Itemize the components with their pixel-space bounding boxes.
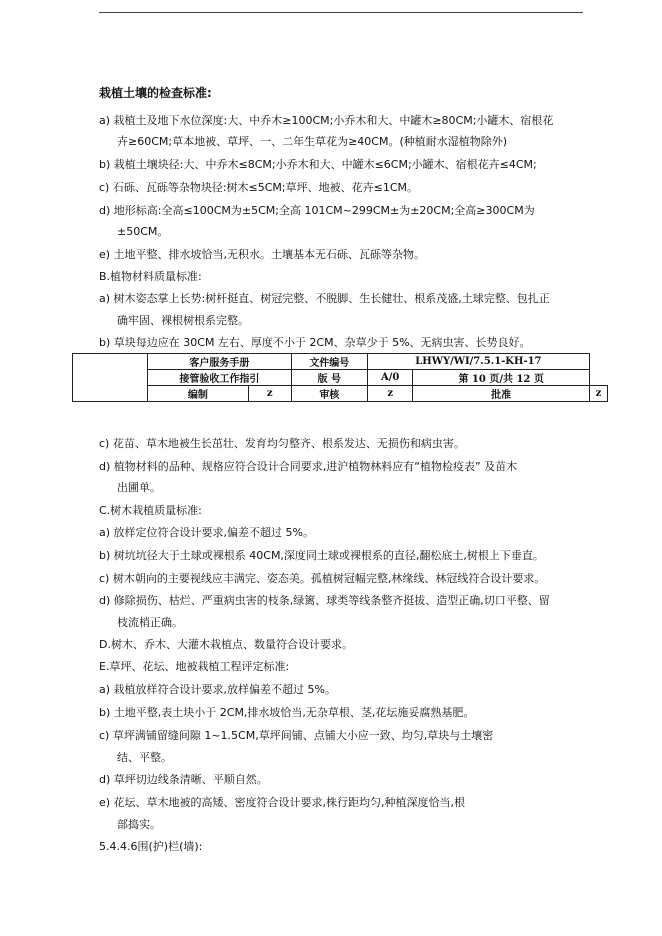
item-c-turf-gap-cont: 结、平整。 xyxy=(117,751,172,764)
item-a-soil-depth-cont: 卉≥60CM;草本地被、草坪、一、二年生草花为≥40CM。(种植耐水湿植物除外) xyxy=(117,135,508,148)
section-d-heading: D.树木、乔木、大灌木栽植点、数量符合设计要求。 xyxy=(99,638,353,651)
header-review-label: 审核 xyxy=(291,386,367,402)
item-e-density-cont: 部捣实。 xyxy=(117,818,161,831)
item-b-soil-clod: b) 栽植土壤块径:大、中乔木≤8CM;小乔木和大、中罐木≤6CM;小罐木、宿根花卉≤4CM; xyxy=(99,158,537,171)
item-d-elevation: d) 地形标高:全高≤100CM为±5CM;全高 101CM~299CM±为±20CM;全高≥300CM为 xyxy=(99,204,535,217)
header-doc-no-label: 文件编号 xyxy=(291,354,367,370)
header-blank-cell xyxy=(73,354,148,402)
header-approve-label: 批准 xyxy=(413,386,589,402)
item-d-plant-spec: d) 植物材料的品种、规格应符合设计合同要求,进沪植物林料应有“植物检疫表” 及苗木 xyxy=(99,460,518,473)
item-a-soil-depth: a) 栽植土及地下水位深度:大、中乔木≥100CM;小乔木和大、中罐木≥80CM;小罐木、宿根花 xyxy=(99,114,554,127)
top-rule xyxy=(99,12,583,13)
header-review: z xyxy=(367,386,413,402)
item-d-plant-spec-cont: 出圃单。 xyxy=(117,481,161,494)
item-c-turf-gap: c) 草坪满铺留缝间隙 1~1.5CM,草坪间铺、点铺大小应一致、均匀,草块与土壤密 xyxy=(99,729,494,742)
item-d-pruning-cont: 枝流梢正确。 xyxy=(117,616,183,629)
header-doc-no: LHWY/WI/7.5.1-KH-17 xyxy=(367,354,589,370)
section-5446-heading: 5.4.4.6围(护)栏(墙): xyxy=(99,840,203,853)
header-page-count: 第 10 页/共 12 页 xyxy=(413,370,589,386)
item-b-leveling: b) 土地平整,表土块小于 2CM,排水坡恰当,无杂草根、茎,花坛施妥腐熟基肥。 xyxy=(99,706,475,719)
item-d-turf-edge: d) 草坪切边线条清晰、平顺自然。 xyxy=(99,773,268,786)
item-e-density: e) 花坛、草木地被的高矮、密度符合设计要求,株行距均匀,种植深度恰当,根 xyxy=(99,796,466,809)
header-manual-title: 客户服务手册 xyxy=(148,354,292,370)
item-c-orientation: c) 树木朝向的主要视线应丰满完、姿态美。孤植树冠幅完整,林缘线、林冠线符合设计要求。 xyxy=(99,572,546,585)
section-title: 栽植土壤的检查标准: xyxy=(99,86,212,100)
section-c-heading: C.树木栽植质量标准: xyxy=(99,504,202,517)
item-d-elevation-cont: ±50CM。 xyxy=(117,225,169,238)
document-header-table xyxy=(72,353,608,402)
item-e-leveling: e) 土地平整、排水坡恰当,无积水。土壤基本无石砾、瓦砾等杂物。 xyxy=(99,248,426,261)
item-b-turf-block: b) 草块每边应在 30CM 左右、厚度不小于 2CM、杂草少于 5%、无病虫害、长势良好。 xyxy=(99,336,531,349)
item-a-tree-form-cont: 确牢固、裸根树根系完整。 xyxy=(117,314,249,327)
section-b-heading: B.植物材料质量标准: xyxy=(99,270,202,283)
header-guide-title: 接管验收工作指引 xyxy=(148,370,292,386)
item-a-layout: a) 放样定位符合设计要求,偏差不超过 5%。 xyxy=(99,526,314,539)
header-author-label: 编制 xyxy=(148,386,249,402)
item-c-seedlings: c) 花苗、草木地被生长茁壮、发育均匀整齐、根系发达、无损伤和病虫害。 xyxy=(99,437,465,450)
item-c-debris: c) 石砾、瓦砾等杂物块径:树木≤5CM;草坪、地被、花卉≤1CM。 xyxy=(99,181,419,194)
item-b-pit: b) 树坑坑径大于土球或裸根系 40CM,深度同土球或裸根系的直径,翻松底土,树根上下垂直。 xyxy=(99,549,544,562)
header-version: A/0 xyxy=(367,370,413,386)
header-approve: z xyxy=(589,386,607,402)
item-a-tree-form: a) 树木姿态掌上长势:树杆挺直、树冠完整、不脱脚、生长健壮、根系茂盛,土球完整、包扎正 xyxy=(99,292,550,305)
item-a-planting-layout: a) 栽植放样符合设计要求,放样偏差不超过 5%。 xyxy=(99,683,336,696)
item-d-pruning: d) 修除损伤、枯烂、严重病虫害的枝条,绿篱、球类等线条整齐挺拔、造型正确,切口平整、留 xyxy=(99,594,550,607)
header-version-label: 版 号 xyxy=(291,370,367,386)
header-author: z xyxy=(248,386,291,402)
section-e-heading: E.草坪、花坛、地被栽植工程评定标准: xyxy=(99,660,290,673)
